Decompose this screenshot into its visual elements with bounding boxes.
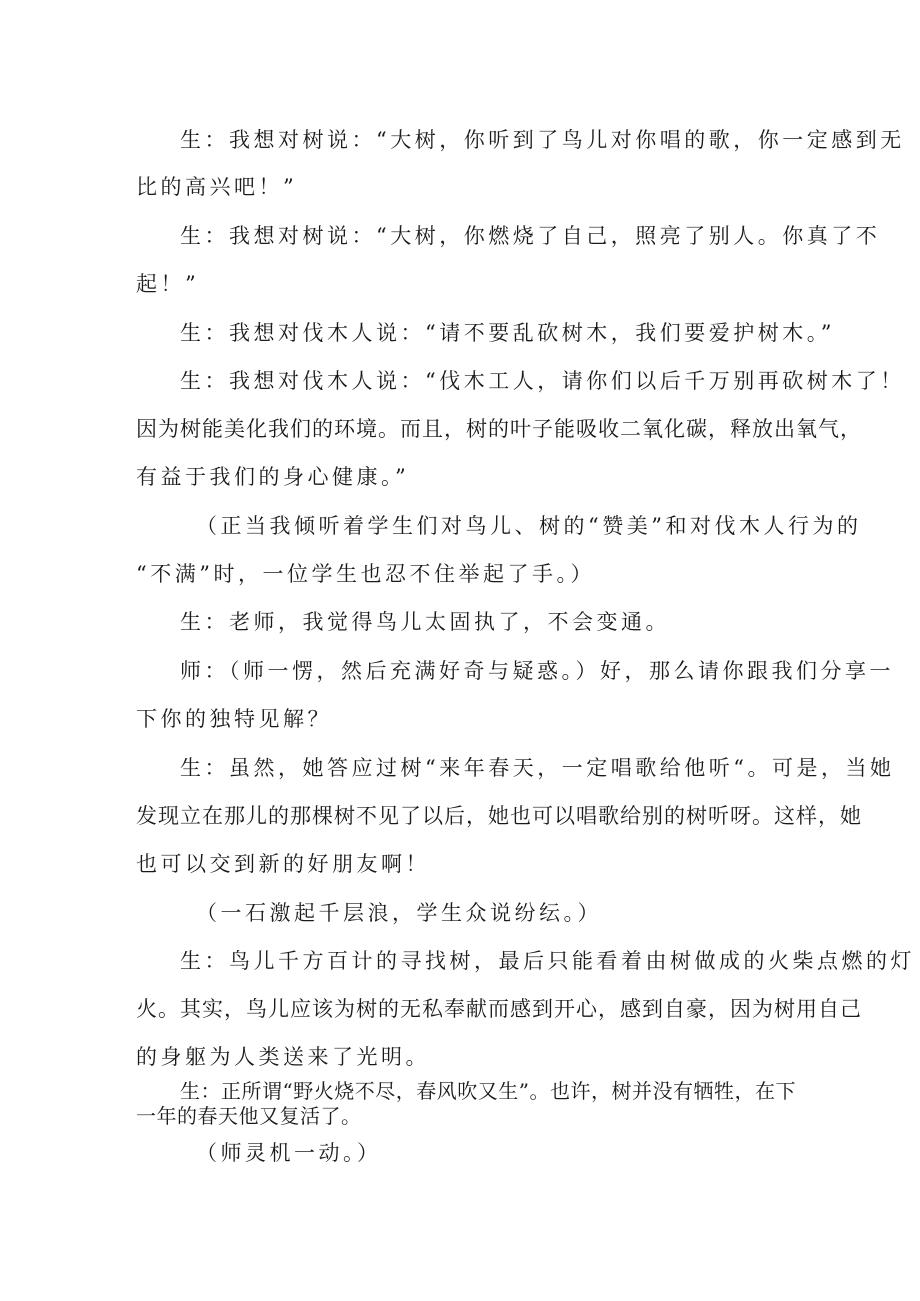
text-line: 生：正所谓“野火烧不尽，春风吹又生”。也许，树并没有牺牲，在下: [180, 1079, 796, 1103]
text-line: 起！”: [136, 272, 200, 296]
text-line: 因为树能美化我们的环境。而且，树的叶子能吸收二氧化碳，释放出氧气，: [136, 417, 862, 441]
text-line: 发现立在那儿的那棵树不见了以后，她也可以唱歌给别的树听呀。这样，她: [136, 804, 862, 828]
text-line: 生：我想对伐木人说：“请不要乱砍树木，我们要爱护树木。”: [180, 321, 835, 345]
text-line: 生：我想对伐木人说：“伐木工人，请你们以后千万别再砍树木了！: [180, 369, 905, 393]
text-line: 生：老师，我觉得鸟儿太固执了，不会变通。: [180, 610, 670, 634]
text-line: 的身躯为人类送来了光明。: [136, 1045, 430, 1069]
text-line: （一石激起千层浪，学生众说纷纭。）: [196, 901, 602, 925]
text-line: 生：鸟儿千方百计的寻找树，最后只能看着由树做成的火柴点燃的灯: [180, 949, 915, 973]
text-line: 下你的独特见解？: [136, 707, 332, 731]
text-line: 生：我想对树说：“大树，你燃烧了自己，照亮了别人。你真了不: [180, 224, 881, 248]
text-line: 也可以交到新的好朋友啊！: [136, 852, 430, 876]
text-line: “不满”时，一位学生也忍不住举起了手。）: [136, 562, 595, 586]
text-line: 比的高兴吧！”: [136, 175, 298, 199]
text-line: 师：（师一愣，然后充满好奇与疑惑。）好，那么请你跟我们分享一: [180, 659, 894, 683]
text-line: 生：虽然，她答应过树“来年春天，一定唱歌给他听“。可是，当她: [180, 756, 895, 780]
text-line: （师灵机一动。）: [196, 1141, 382, 1165]
text-line: 一年的春天他又复活了。: [136, 1104, 362, 1128]
text-line: （正当我倾听着学生们对鸟儿、树的“赞美”和对伐木人行为的: [196, 514, 862, 538]
text-line: 火。其实，鸟儿应该为树的无私奉献而感到开心，感到自豪，因为树用自己: [136, 997, 862, 1021]
text-line: 生：我想对树说：“大树，你听到了鸟儿对你唱的歌，你一定感到无: [180, 128, 905, 152]
text-line: 有益于我们的身心健康。”: [136, 465, 410, 489]
